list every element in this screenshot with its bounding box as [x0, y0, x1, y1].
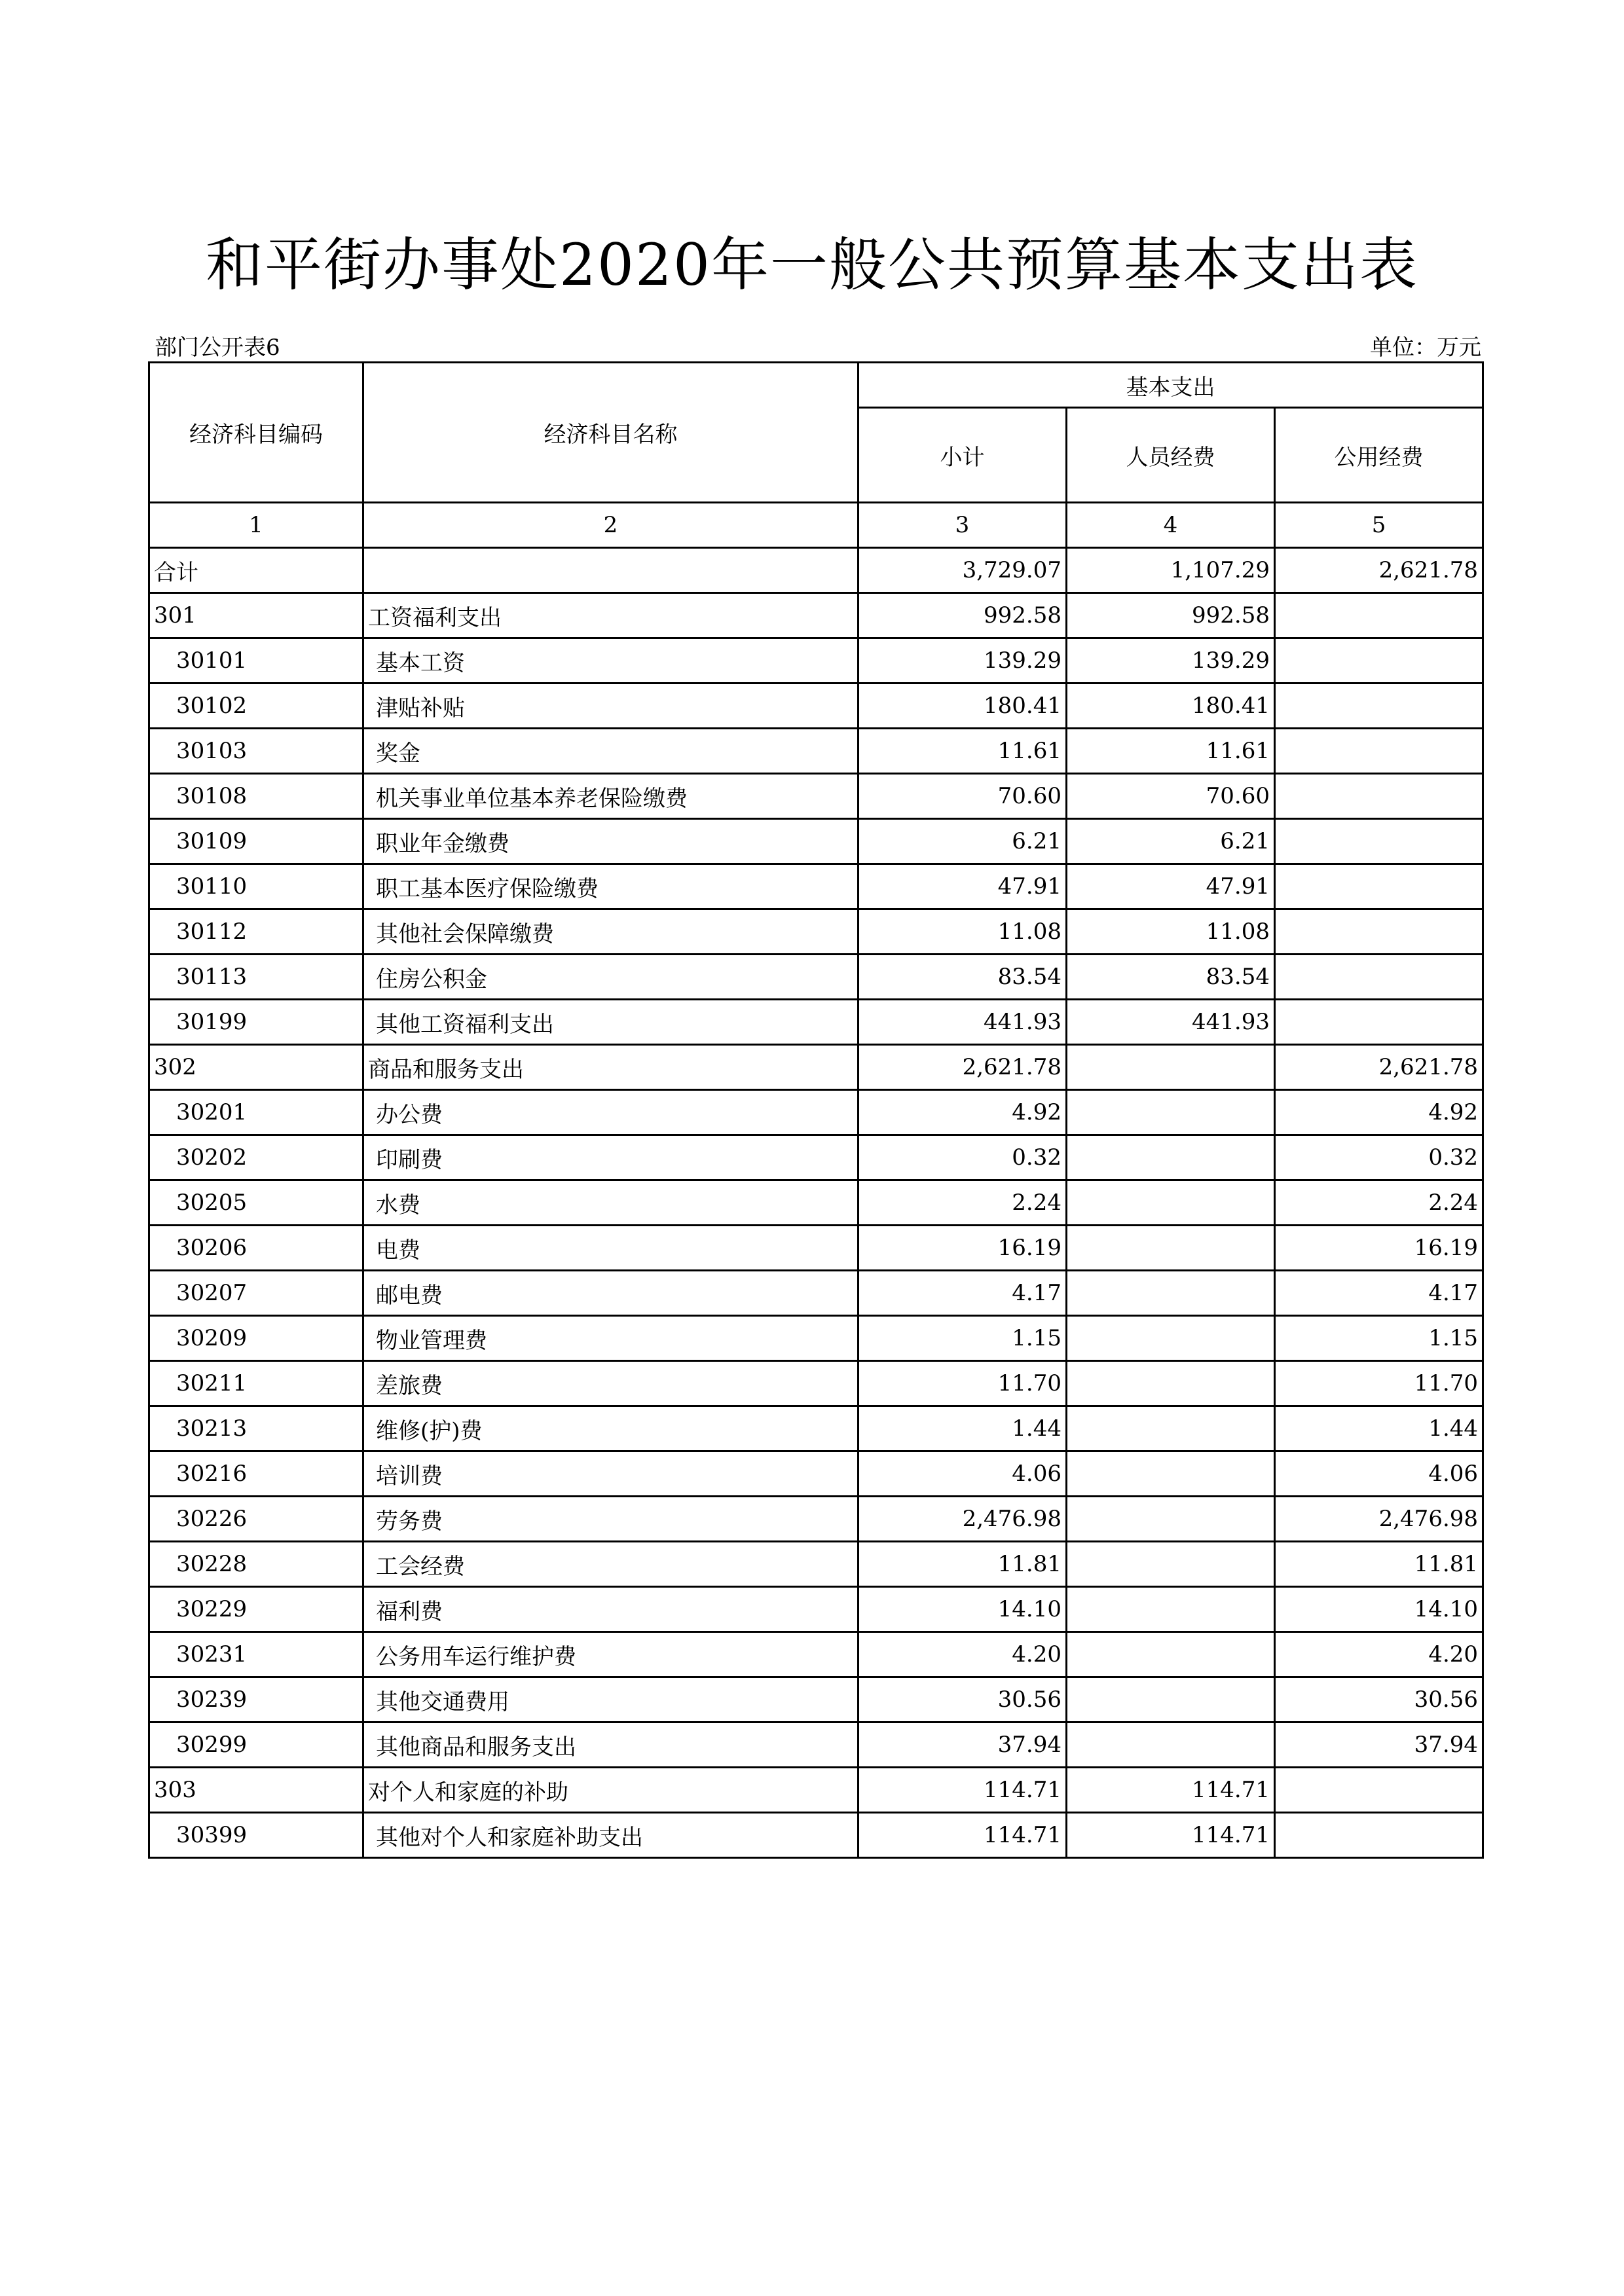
cell-code: 30216 — [149, 1451, 363, 1497]
header-public: 公用经费 — [1275, 408, 1483, 503]
cell-subtotal: 4.06 — [858, 1451, 1067, 1497]
cell-public: 11.81 — [1275, 1542, 1483, 1587]
cell-subtotal: 6.21 — [858, 819, 1067, 864]
column-number: 5 — [1275, 503, 1483, 548]
cell-code: 30299 — [149, 1722, 363, 1768]
cell-code: 30101 — [149, 638, 363, 683]
cell-name: 住房公积金 — [363, 955, 858, 1000]
page-title: 和平街办事处2020年一般公共预算基本支出表 — [206, 231, 1418, 299]
cell-subtotal: 1.44 — [858, 1406, 1067, 1451]
cell-personnel: 6.21 — [1067, 819, 1275, 864]
table-row — [149, 774, 1483, 819]
cell-code: 30231 — [149, 1632, 363, 1677]
table-row — [149, 1451, 1483, 1497]
cell-code: 30108 — [149, 774, 363, 819]
cell-personnel — [1067, 1497, 1275, 1542]
cell-personnel — [1067, 1361, 1275, 1406]
cell-public — [1275, 683, 1483, 729]
table-row — [149, 819, 1483, 864]
cell-personnel — [1067, 1316, 1275, 1361]
cell-code: 30201 — [149, 1090, 363, 1135]
cell-public: 0.32 — [1275, 1135, 1483, 1180]
cell-name: 培训费 — [363, 1451, 858, 1497]
table-row — [149, 683, 1483, 729]
table-row — [149, 1542, 1483, 1587]
cell-public: 2,621.78 — [1275, 548, 1483, 593]
cell-name: 电费 — [363, 1226, 858, 1271]
cell-name — [363, 548, 858, 593]
cell-personnel: 11.08 — [1067, 909, 1275, 955]
budget-table — [148, 361, 1484, 1859]
cell-code: 30207 — [149, 1271, 363, 1316]
cell-code: 30211 — [149, 1361, 363, 1406]
cell-name: 商品和服务支出 — [363, 1045, 858, 1090]
table-row — [149, 955, 1483, 1000]
table-row — [149, 909, 1483, 955]
cell-personnel — [1067, 1090, 1275, 1135]
cell-subtotal: 114.71 — [858, 1768, 1067, 1813]
cell-code: 302 — [149, 1045, 363, 1090]
cell-name: 职工基本医疗保险缴费 — [363, 864, 858, 909]
cell-public: 2,621.78 — [1275, 1045, 1483, 1090]
cell-code: 30109 — [149, 819, 363, 864]
table-row — [149, 1316, 1483, 1361]
cell-personnel — [1067, 1226, 1275, 1271]
cell-public — [1275, 909, 1483, 955]
cell-personnel — [1067, 1722, 1275, 1768]
cell-subtotal: 992.58 — [858, 593, 1067, 638]
cell-personnel — [1067, 1451, 1275, 1497]
cell-subtotal: 11.61 — [858, 729, 1067, 774]
cell-name: 其他社会保障缴费 — [363, 909, 858, 955]
cell-public — [1275, 864, 1483, 909]
table-row — [149, 1768, 1483, 1813]
cell-subtotal: 70.60 — [858, 774, 1067, 819]
cell-subtotal: 180.41 — [858, 683, 1067, 729]
cell-name: 劳务费 — [363, 1497, 858, 1542]
cell-public — [1275, 638, 1483, 683]
cell-personnel — [1067, 1632, 1275, 1677]
cell-name: 维修(护)费 — [363, 1406, 858, 1451]
cell-code: 30199 — [149, 1000, 363, 1045]
header-row-1 — [149, 363, 1483, 408]
cell-public: 11.70 — [1275, 1361, 1483, 1406]
cell-personnel — [1067, 1045, 1275, 1090]
header-basic-expenditure: 基本支出 — [858, 363, 1483, 408]
table-row — [149, 1226, 1483, 1271]
cell-subtotal: 30.56 — [858, 1677, 1067, 1722]
cell-name: 工资福利支出 — [363, 593, 858, 638]
cell-subtotal: 11.70 — [858, 1361, 1067, 1406]
table-row — [149, 1271, 1483, 1316]
cell-public: 1.15 — [1275, 1316, 1483, 1361]
cell-subtotal: 2,621.78 — [858, 1045, 1067, 1090]
cell-subtotal: 3,729.07 — [858, 548, 1067, 593]
cell-personnel: 180.41 — [1067, 683, 1275, 729]
cell-name: 印刷费 — [363, 1135, 858, 1180]
cell-name: 工会经费 — [363, 1542, 858, 1587]
cell-public: 16.19 — [1275, 1226, 1483, 1271]
table-row — [149, 1632, 1483, 1677]
cell-code: 合计 — [149, 548, 363, 593]
cell-personnel — [1067, 1542, 1275, 1587]
cell-name: 福利费 — [363, 1587, 858, 1632]
cell-personnel: 1,107.29 — [1067, 548, 1275, 593]
cell-code: 30213 — [149, 1406, 363, 1451]
cell-personnel: 139.29 — [1067, 638, 1275, 683]
table-row — [149, 1722, 1483, 1768]
cell-name: 对个人和家庭的补助 — [363, 1768, 858, 1813]
cell-name: 水费 — [363, 1180, 858, 1226]
table-row — [149, 1406, 1483, 1451]
cell-code: 30399 — [149, 1813, 363, 1858]
cell-subtotal: 2.24 — [858, 1180, 1067, 1226]
cell-personnel: 441.93 — [1067, 1000, 1275, 1045]
cell-name: 差旅费 — [363, 1361, 858, 1406]
table-row — [149, 1497, 1483, 1542]
table-row — [149, 1090, 1483, 1135]
cell-subtotal: 139.29 — [858, 638, 1067, 683]
cell-public — [1275, 819, 1483, 864]
cell-personnel: 114.71 — [1067, 1813, 1275, 1858]
cell-code: 30228 — [149, 1542, 363, 1587]
cell-personnel — [1067, 1135, 1275, 1180]
cell-public — [1275, 955, 1483, 1000]
cell-name: 其他商品和服务支出 — [363, 1722, 858, 1768]
column-number: 3 — [858, 503, 1067, 548]
cell-public: 2.24 — [1275, 1180, 1483, 1226]
cell-subtotal: 11.81 — [858, 1542, 1067, 1587]
cell-personnel: 992.58 — [1067, 593, 1275, 638]
column-number: 4 — [1067, 503, 1275, 548]
cell-subtotal: 114.71 — [858, 1813, 1067, 1858]
cell-public — [1275, 593, 1483, 638]
table-row — [149, 1135, 1483, 1180]
cell-code: 30202 — [149, 1135, 363, 1180]
unit-label: 单位：万元 — [1370, 335, 1481, 361]
cell-personnel — [1067, 1180, 1275, 1226]
cell-subtotal: 4.20 — [858, 1632, 1067, 1677]
header-personnel: 人员经费 — [1067, 408, 1275, 503]
cell-public: 4.92 — [1275, 1090, 1483, 1135]
cell-public: 37.94 — [1275, 1722, 1483, 1768]
cell-subtotal: 4.92 — [858, 1090, 1067, 1135]
cell-code: 30112 — [149, 909, 363, 955]
cell-code: 301 — [149, 593, 363, 638]
cell-personnel — [1067, 1406, 1275, 1451]
cell-subtotal: 0.32 — [858, 1135, 1067, 1180]
cell-personnel: 70.60 — [1067, 774, 1275, 819]
cell-name: 办公费 — [363, 1090, 858, 1135]
table-row — [149, 1000, 1483, 1045]
table-row — [149, 1361, 1483, 1406]
table-row — [149, 1587, 1483, 1632]
cell-code: 30239 — [149, 1677, 363, 1722]
cell-public: 14.10 — [1275, 1587, 1483, 1632]
cell-code: 303 — [149, 1768, 363, 1813]
cell-personnel — [1067, 1587, 1275, 1632]
table-row — [149, 593, 1483, 638]
cell-subtotal: 11.08 — [858, 909, 1067, 955]
cell-subtotal: 83.54 — [858, 955, 1067, 1000]
cell-public — [1275, 1000, 1483, 1045]
table-id-label: 部门公开表6 — [155, 335, 280, 361]
cell-subtotal: 37.94 — [858, 1722, 1067, 1768]
cell-subtotal: 1.15 — [858, 1316, 1067, 1361]
cell-code: 30102 — [149, 683, 363, 729]
cell-public: 1.44 — [1275, 1406, 1483, 1451]
cell-personnel: 11.61 — [1067, 729, 1275, 774]
table-row — [149, 729, 1483, 774]
cell-personnel: 83.54 — [1067, 955, 1275, 1000]
cell-subtotal: 47.91 — [858, 864, 1067, 909]
table-row — [149, 638, 1483, 683]
cell-personnel — [1067, 1271, 1275, 1316]
cell-public — [1275, 1768, 1483, 1813]
cell-name: 职业年金缴费 — [363, 819, 858, 864]
header-subtotal: 小计 — [858, 408, 1067, 503]
cell-code: 30113 — [149, 955, 363, 1000]
cell-name: 其他交通费用 — [363, 1677, 858, 1722]
cell-code: 30110 — [149, 864, 363, 909]
column-number-row — [149, 503, 1483, 548]
cell-code: 30205 — [149, 1180, 363, 1226]
cell-subtotal: 16.19 — [858, 1226, 1067, 1271]
cell-code: 30206 — [149, 1226, 363, 1271]
cell-name: 基本工资 — [363, 638, 858, 683]
cell-public: 4.06 — [1275, 1451, 1483, 1497]
cell-public: 4.20 — [1275, 1632, 1483, 1677]
cell-personnel — [1067, 1677, 1275, 1722]
cell-name: 其他对个人和家庭补助支出 — [363, 1813, 858, 1858]
cell-code: 30209 — [149, 1316, 363, 1361]
table-row — [149, 548, 1483, 593]
cell-name: 公务用车运行维护费 — [363, 1632, 858, 1677]
cell-name: 邮电费 — [363, 1271, 858, 1316]
column-number: 1 — [149, 503, 363, 548]
table-row — [149, 1045, 1483, 1090]
cell-code: 30226 — [149, 1497, 363, 1542]
header-name: 经济科目名称 — [363, 363, 858, 503]
cell-name: 物业管理费 — [363, 1316, 858, 1361]
cell-personnel: 47.91 — [1067, 864, 1275, 909]
cell-personnel: 114.71 — [1067, 1768, 1275, 1813]
cell-subtotal: 4.17 — [858, 1271, 1067, 1316]
table-row — [149, 864, 1483, 909]
cell-public: 4.17 — [1275, 1271, 1483, 1316]
table-row — [149, 1813, 1483, 1858]
cell-public — [1275, 729, 1483, 774]
cell-public: 30.56 — [1275, 1677, 1483, 1722]
cell-public — [1275, 774, 1483, 819]
header-code: 经济科目编码 — [149, 363, 363, 503]
cell-public — [1275, 1813, 1483, 1858]
cell-subtotal: 14.10 — [858, 1587, 1067, 1632]
table-row — [149, 1180, 1483, 1226]
cell-name: 津贴补贴 — [363, 683, 858, 729]
table-row — [149, 1677, 1483, 1722]
cell-public: 2,476.98 — [1275, 1497, 1483, 1542]
cell-name: 其他工资福利支出 — [363, 1000, 858, 1045]
column-number: 2 — [363, 503, 858, 548]
cell-code: 30229 — [149, 1587, 363, 1632]
cell-subtotal: 441.93 — [858, 1000, 1067, 1045]
cell-subtotal: 2,476.98 — [858, 1497, 1067, 1542]
cell-name: 机关事业单位基本养老保险缴费 — [363, 774, 858, 819]
cell-code: 30103 — [149, 729, 363, 774]
cell-name: 奖金 — [363, 729, 858, 774]
